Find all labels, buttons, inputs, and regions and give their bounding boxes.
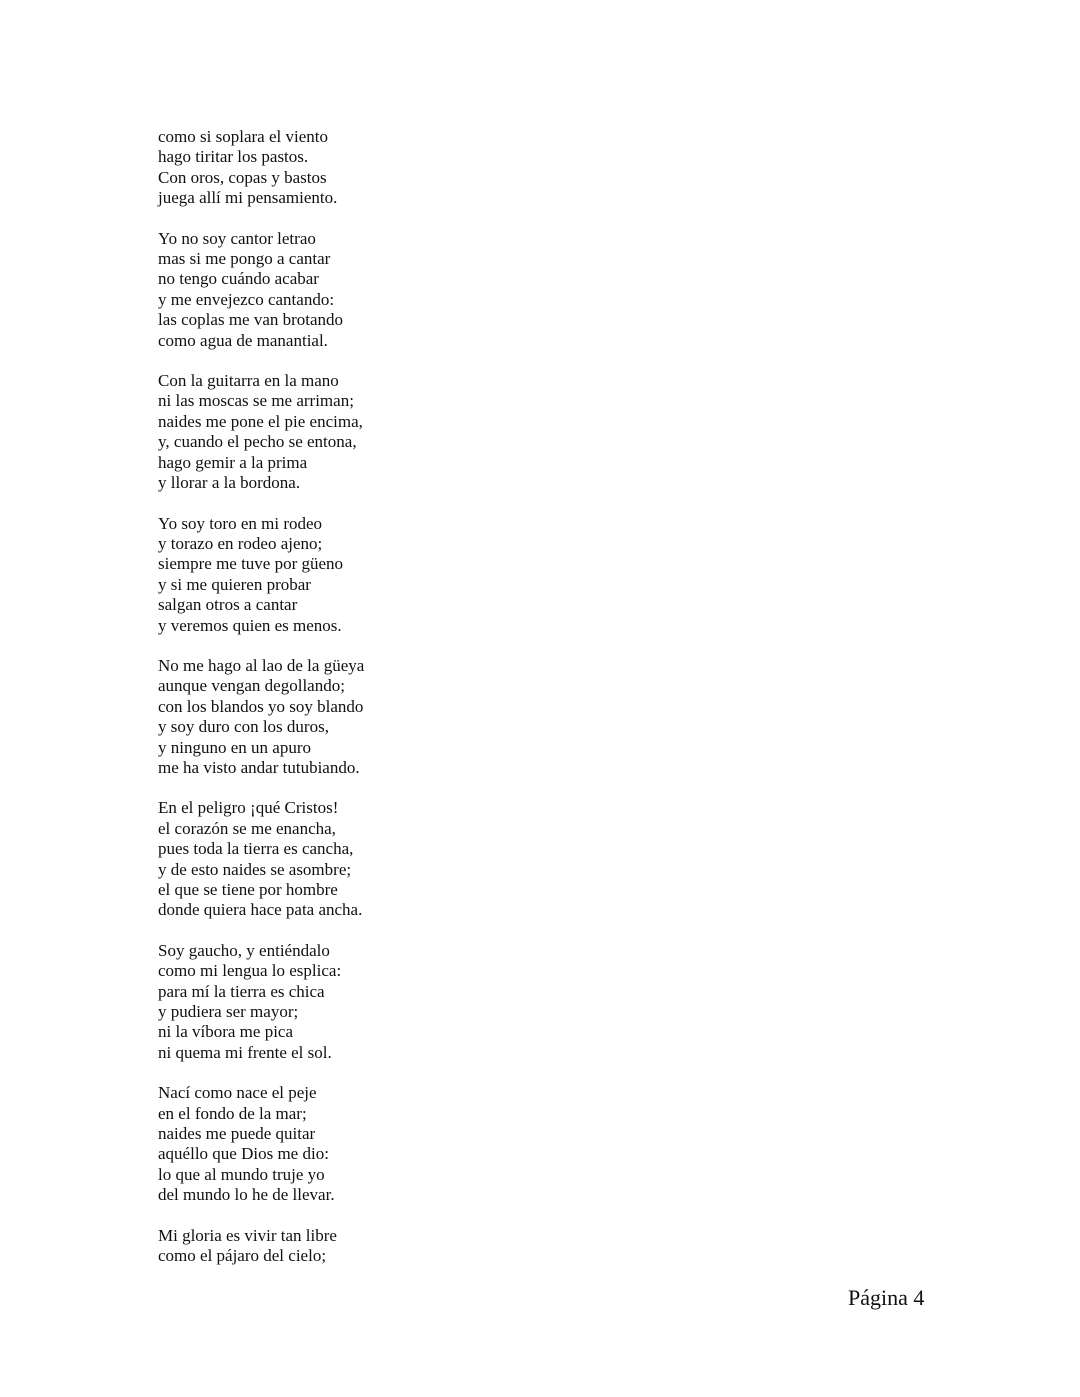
stanza	[158, 1083, 364, 1205]
verse-line: y soy duro con los duros,	[158, 717, 329, 737]
verse-line: del mundo lo he de llevar.	[158, 1185, 335, 1205]
stanza	[158, 371, 364, 493]
verse-line: juega allí mi pensamiento.	[158, 188, 338, 208]
verse-line: salgan otros a cantar	[158, 595, 298, 615]
verse-line: y de esto naides se asombre;	[158, 859, 352, 879]
verse-line: las coplas me van brotando	[158, 310, 344, 330]
verse-line: donde quiera hace pata ancha.	[158, 900, 363, 920]
verse-line: y veremos quien es menos.	[158, 615, 342, 635]
stanza	[158, 656, 364, 778]
verse-line: como el pájaro del cielo;	[158, 1246, 327, 1266]
stanza	[158, 127, 364, 209]
verse-line: lo que al mundo truje yo	[158, 1164, 325, 1184]
verse-line: y ninguno en un apuro	[158, 737, 311, 757]
stanza	[158, 514, 364, 636]
verse-line: el corazón se me enancha,	[158, 818, 336, 838]
verse-line: para mí la tierra es chica	[158, 981, 325, 1001]
verse-line: Nací como nace el peje	[158, 1083, 317, 1103]
verse-line: y, cuando el pecho se entona,	[158, 432, 357, 452]
verse-line: aquéllo que Dios me dio:	[158, 1144, 329, 1164]
verse-line: ni la víbora me pica	[158, 1022, 294, 1042]
stanza	[158, 229, 364, 351]
stanza	[158, 941, 364, 1063]
verse-line: No me hago al lao de la güeya	[158, 655, 365, 675]
stanza	[158, 798, 364, 920]
verse-line: siempre me tuve por güeno	[158, 554, 344, 574]
page-number: Página 4	[848, 1285, 925, 1310]
verse-line: Yo soy toro en mi rodeo	[158, 513, 323, 533]
verse-line: Yo no soy cantor letrao	[158, 228, 316, 248]
verse-line: y llorar a la bordona.	[158, 473, 301, 493]
verse-line: y me envejezco cantando:	[158, 289, 335, 309]
verse-line: como mi lengua lo esplica:	[158, 961, 342, 981]
verse-line: En el peligro ¡qué Cristos!	[158, 798, 339, 818]
verse-line: ni quema mi frente el sol.	[158, 1042, 332, 1062]
verse-line: naides me puede quitar	[158, 1124, 316, 1144]
verse-line: como si soplara el viento	[158, 127, 328, 146]
verse-line: Mi gloria es vivir tan libre	[158, 1225, 337, 1245]
verse-line: con los blandos yo soy blando	[158, 696, 364, 716]
verse-line: Soy gaucho, y entiéndalo	[158, 940, 330, 960]
verse-line: naides me pone el pie encima,	[158, 411, 363, 431]
verse-line: Con la guitarra en la mano	[158, 371, 339, 391]
verse-line: no tengo cuándo acabar	[158, 269, 319, 289]
poem-body	[158, 127, 364, 1267]
verse-line: y torazo en rodeo ajeno;	[158, 533, 323, 553]
verse-line: mas si me pongo a cantar	[158, 249, 331, 269]
verse-line: y si me quieren probar	[158, 574, 311, 594]
verse-line: en el fondo de la mar;	[158, 1103, 307, 1123]
verse-line: aunque vengan degollando;	[158, 676, 345, 696]
verse-line: Con oros, copas y bastos	[158, 167, 327, 187]
verse-line: pues toda la tierra es cancha,	[158, 839, 354, 859]
verse-line: hago gemir a la prima	[158, 452, 308, 472]
verse-line: el que se tiene por hombre	[158, 880, 338, 899]
verse-line: como agua de manantial.	[158, 330, 328, 350]
verse-line: hago tiritar los pastos.	[158, 147, 309, 167]
verse-line: me ha visto andar tutubiando.	[158, 757, 360, 777]
verse-line: y pudiera ser mayor;	[158, 1002, 299, 1022]
stanza	[158, 1226, 364, 1267]
verse-line: ni las moscas se me arriman;	[158, 391, 354, 411]
